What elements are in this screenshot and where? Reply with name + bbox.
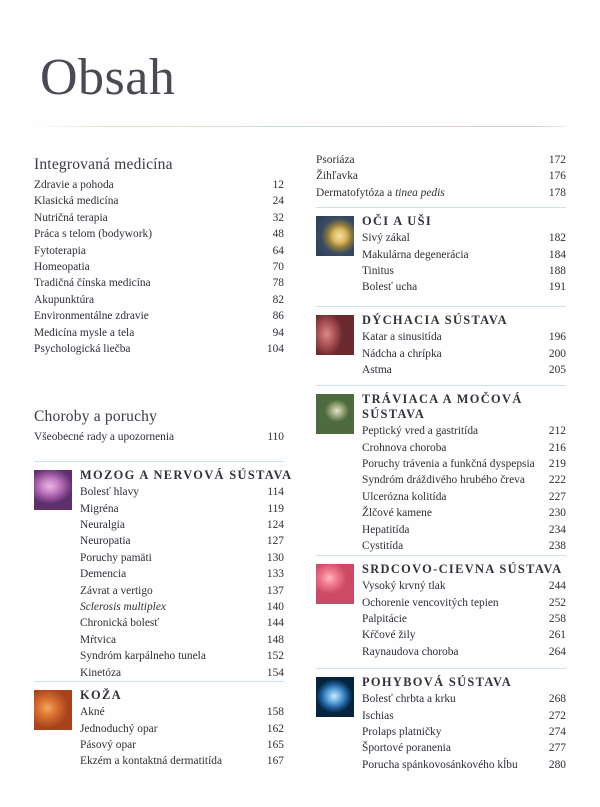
toc-entry-label: Homeopatia [34, 261, 90, 274]
section-body [316, 313, 566, 378]
toc-entry-label: Ochorenie vencovitých tepien [362, 596, 499, 609]
toc-entry-label: Poruchy pamäti [80, 551, 152, 564]
toc-entry[interactable] [34, 177, 284, 193]
toc-entry[interactable] [362, 346, 566, 362]
section-title: MOZOG A NERVOVÁ SÚSTAVA [80, 468, 293, 482]
toc-entry-page-number: 222 [548, 474, 566, 487]
entry-list [362, 329, 566, 378]
section-title: KOŽA [80, 688, 122, 702]
toc-entry-label: Fytoterapia [34, 244, 86, 257]
toc-entry-label: Crohnova choroba [362, 441, 447, 454]
toc-entry-page-number: 219 [548, 458, 566, 471]
toc-entry-label: Demencia [80, 568, 127, 581]
entry-list [362, 578, 566, 660]
toc-entry-label: Neuropatia [80, 535, 131, 548]
toc-entry-page-number: 205 [548, 363, 566, 376]
toc-entry-page-number: 48 [272, 228, 284, 241]
toc-entry-label: Poruchy trávenia a funkčná dyspepsia [362, 458, 535, 471]
eye-thumbnail [316, 216, 354, 256]
toc-entry-label: Bolesť ucha [362, 281, 418, 294]
toc-entry[interactable] [80, 665, 284, 681]
toc-entry-page-number: 24 [272, 195, 284, 208]
toc-entry[interactable] [34, 226, 284, 242]
entry-list [316, 152, 566, 201]
section [316, 668, 566, 773]
toc-entry[interactable] [316, 168, 566, 184]
toc-entry-label: Kinetóza [80, 666, 122, 679]
section-divider-rule [316, 555, 566, 556]
toc-entry[interactable] [80, 721, 284, 737]
toc-entry[interactable] [80, 566, 284, 582]
toc-entry[interactable] [34, 193, 284, 209]
toc-entry[interactable] [34, 341, 284, 357]
toc-entry-page-number: 252 [548, 596, 566, 609]
section [316, 555, 566, 660]
toc-entry[interactable] [362, 489, 566, 505]
section-divider-rule [316, 306, 566, 307]
toc-entry-page-number: 258 [548, 612, 566, 625]
toc-entry-page-number: 212 [548, 425, 566, 438]
toc-entry-page-number: 230 [548, 507, 566, 520]
toc-entry-label: Porucha spánkovosánkového kĺbu [362, 758, 518, 771]
page-title: Obsah [40, 49, 176, 106]
section [34, 681, 284, 770]
toc-entry-page-number: 130 [266, 551, 284, 564]
section [34, 461, 293, 681]
toc-entry-label: Jednoduchý opar [80, 722, 158, 735]
toc-entry-page-number: 184 [548, 248, 566, 261]
toc-entry[interactable] [362, 611, 566, 627]
title-divider-rule [34, 126, 566, 127]
toc-entry[interactable] [362, 505, 566, 521]
toc-entry-page-number: 137 [266, 584, 284, 597]
toc-entry-label: Psychologická liečba [34, 343, 131, 356]
entry-list [80, 704, 284, 770]
toc-entry-page-number: 261 [548, 629, 566, 642]
toc-entry-page-number: 144 [266, 617, 284, 630]
entry-list [34, 429, 284, 445]
toc-entry-page-number: 12 [272, 179, 284, 191]
toc-entry-label: Katar a sinusitída [362, 331, 442, 344]
toc-entry-page-number: 272 [548, 709, 566, 722]
toc-entry-label: Astma [362, 363, 392, 376]
toc-entry-label: Chronická bolesť [80, 617, 160, 630]
toc-entry[interactable] [362, 247, 566, 263]
section-title: SRDCOVO-CIEVNA SÚSTAVA [362, 562, 563, 576]
toc-entry-page-number: 216 [548, 441, 566, 454]
toc-entry[interactable] [80, 648, 284, 664]
toc-entry[interactable] [80, 484, 284, 500]
toc-entry-page-number: 182 [548, 232, 566, 245]
toc-entry-page-number: 124 [266, 518, 284, 531]
heart-thumbnail [316, 564, 354, 604]
toc-entry[interactable] [34, 210, 284, 226]
toc-entry-page-number: 114 [267, 486, 284, 499]
toc-entry-page-number: 140 [266, 600, 284, 613]
toc-entry-label: Vysoký krvný tlak [362, 580, 446, 593]
toc-entry-label: Kŕčové žily [362, 629, 416, 642]
toc-entry-page-number: 277 [548, 742, 566, 755]
toc-entry[interactable] [362, 440, 566, 456]
entry-list [362, 423, 566, 554]
toc-entry[interactable] [80, 615, 284, 631]
toc-entry[interactable] [362, 538, 566, 554]
section-title: OČI A UŠI [362, 214, 432, 228]
toc-entry[interactable] [80, 550, 284, 566]
toc-entry-label: Syndróm dráždivého hrubého čreva [362, 474, 525, 487]
section [316, 385, 566, 555]
toc-entry-page-number: 178 [548, 186, 566, 199]
toc-block-koza [34, 681, 284, 770]
toc-entry[interactable] [80, 533, 284, 549]
toc-entry-label: Pásový opar [80, 738, 136, 751]
toc-entry[interactable] [80, 704, 284, 720]
digestive-thumbnail [316, 394, 354, 434]
section-divider-rule [34, 461, 284, 462]
toc-entry-label: Závrat a vertigo [80, 584, 153, 597]
toc-entry-page-number: 158 [266, 706, 284, 719]
toc-entry-label: Hepatitída [362, 523, 410, 536]
section-body [316, 214, 566, 296]
toc-entry-label: Klasická medicína [34, 195, 119, 208]
section-divider-rule [34, 681, 284, 682]
toc-entry-label: Ischias [362, 709, 394, 722]
toc-entry-page-number: 172 [548, 154, 566, 166]
toc-entry[interactable] [362, 423, 566, 439]
toc-entry[interactable] [80, 632, 284, 648]
toc-entry-page-number: 188 [548, 264, 566, 277]
toc-entry-page-number: 133 [266, 568, 284, 581]
section-title: DÝCHACIA SÚSTAVA [362, 313, 508, 327]
toc-entry[interactable] [316, 152, 566, 168]
toc-entry[interactable] [362, 724, 566, 740]
toc-entry-page-number: 32 [272, 211, 284, 224]
toc-entry-page-number: 152 [266, 650, 284, 663]
toc-block-integrovana-medicina [34, 156, 284, 357]
toc-entry-label: Bolesť hlavy [80, 486, 139, 499]
toc-entry-page-number: 244 [548, 580, 566, 593]
toc-entry-label: Palpitácie [362, 612, 407, 625]
toc-block-dychacia-sustava [316, 306, 566, 378]
toc-entry-label: Bolesť chrbta a krku [362, 693, 456, 706]
toc-entry[interactable] [362, 627, 566, 643]
toc-entry-label: Akné [80, 706, 105, 719]
entry-list [80, 484, 284, 681]
toc-entry[interactable] [34, 292, 284, 308]
skin-thumbnail [34, 690, 72, 730]
toc-entry-label: Tradičná čínska medicína [34, 277, 151, 290]
section [316, 207, 566, 296]
section-divider-rule [316, 207, 566, 208]
toc-block-oci-a-usi [316, 207, 566, 296]
toc-entry-page-number: 78 [272, 277, 284, 290]
section-divider-rule [316, 385, 566, 386]
toc-entry[interactable] [362, 362, 566, 378]
toc-block-mozog-a-nervova-sustava [34, 461, 293, 681]
toc-entry-label: Syndróm karpálneho tunela [80, 650, 206, 663]
section-body [316, 392, 566, 555]
toc-entry-label: Žlčové kamene [362, 507, 432, 520]
toc-entry-label: Migréna [80, 502, 119, 515]
toc-entry-page-number: 154 [266, 666, 284, 679]
toc-entry-page-number: 110 [267, 431, 284, 443]
toc-entry[interactable] [362, 691, 566, 707]
toc-entry-page-number: 264 [548, 645, 566, 658]
entry-list [362, 230, 566, 296]
toc-entry[interactable] [362, 757, 566, 773]
group-title: Choroby a poruchy [34, 408, 158, 425]
toc-entry[interactable] [362, 522, 566, 538]
toc-entry[interactable] [80, 583, 284, 599]
entry-list [34, 177, 284, 357]
toc-entry-label: Tinitus [362, 264, 394, 277]
toc-entry-page-number: 162 [266, 722, 284, 735]
toc-entry-page-number: 167 [266, 755, 284, 768]
toc-entry-label: Ekzém a kontaktná dermatitída [80, 755, 223, 768]
toc-entry-label: Peptický vred a gastritída [362, 425, 479, 438]
toc-entry-label: Cystitída [362, 540, 404, 553]
toc-entry-page-number: 104 [266, 343, 284, 356]
toc-entry-label: Akupunktúra [34, 293, 95, 306]
toc-entry-page-number: 196 [548, 331, 566, 344]
toc-entry-page-number: 82 [272, 293, 284, 306]
bone-xray-thumbnail [316, 677, 354, 717]
toc-entry[interactable] [362, 456, 566, 472]
toc-entry[interactable] [362, 263, 566, 279]
toc-entry-label: Prolaps platničky [362, 725, 442, 738]
toc-entry[interactable] [362, 740, 566, 756]
toc-entry-page-number: 127 [266, 535, 284, 548]
toc-entry-label: Environmentálne zdravie [34, 310, 149, 323]
toc-entry[interactable] [316, 185, 566, 201]
toc-entry-label: Mŕtvica [80, 633, 117, 646]
toc-entry[interactable] [362, 230, 566, 246]
toc-entry[interactable] [80, 501, 284, 517]
toc-entry-label: Žihľavka [316, 170, 358, 183]
toc-entry-label: Práca s telom (bodywork) [34, 228, 152, 241]
toc-entry[interactable] [362, 644, 566, 660]
toc-entry[interactable] [362, 472, 566, 488]
toc-entry[interactable] [34, 243, 284, 259]
toc-entry-label: Ulcerózna kolitída [362, 490, 447, 503]
section-body [316, 675, 566, 773]
toc-entry-page-number: 176 [548, 170, 566, 183]
toc-entry-label: Psoriáza [316, 154, 355, 166]
toc-entry[interactable] [34, 259, 284, 275]
toc-entry-label: Nádcha a chrípka [362, 347, 442, 360]
toc-block-srdcovo-cievna-sustava [316, 555, 566, 660]
toc-entry-label: Medicína mysle a tela [34, 326, 135, 339]
section-body [316, 562, 566, 660]
toc-entry-page-number: 234 [548, 523, 566, 536]
toc-entry-page-number: 70 [272, 261, 284, 274]
toc-entry[interactable] [80, 753, 284, 769]
toc-entry-label: Všeobecné rady a upozornenia [34, 431, 175, 443]
lungs-thumbnail [316, 315, 354, 355]
toc-entry-page-number: 86 [272, 310, 284, 323]
toc-entry[interactable] [34, 308, 284, 324]
toc-entry-page-number: 191 [548, 281, 566, 294]
toc-entry-page-number: 227 [548, 490, 566, 503]
brain-thumbnail [34, 470, 72, 510]
section [316, 306, 566, 378]
toc-block-koza-continued [316, 152, 566, 201]
toc-entry-page-number: 64 [272, 244, 284, 257]
toc-entry-label: Zdravie a pohoda [34, 179, 114, 191]
toc-entry[interactable] [34, 429, 284, 445]
toc-entry-page-number: 94 [272, 326, 284, 339]
toc-entry-label: Sivý zákal [362, 232, 410, 245]
toc-entry-label: Dermatofytóza a tinea pedis [316, 186, 445, 199]
toc-entry-label: Makulárna degenerácia [362, 248, 469, 261]
toc-entry[interactable] [362, 578, 566, 594]
toc-entry[interactable] [34, 275, 284, 291]
toc-entry-page-number: 280 [548, 758, 566, 771]
toc-entry-label: Raynaudova choroba [362, 645, 459, 658]
toc-entry[interactable] [80, 599, 284, 615]
toc-entry[interactable] [80, 737, 284, 753]
toc-entry[interactable] [362, 708, 566, 724]
toc-entry[interactable] [34, 325, 284, 341]
section-title: POHYBOVÁ SÚSTAVA [362, 675, 513, 689]
toc-entry-label: Sclerosis multiplex [80, 600, 166, 613]
toc-entry-page-number: 165 [266, 738, 284, 751]
toc-entry-label: Neuralgia [80, 518, 125, 531]
toc-entry-label-italic: tinea pedis [395, 186, 445, 199]
toc-entry[interactable] [362, 595, 566, 611]
toc-entry-page-number: 119 [267, 502, 284, 515]
toc-entry[interactable] [362, 329, 566, 345]
entry-list [362, 691, 566, 773]
toc-entry[interactable] [362, 279, 566, 295]
section-divider-rule [316, 668, 566, 669]
toc-block-choroby-a-poruchy [34, 408, 284, 445]
toc-block-traviaca-a-mocova-sustava [316, 385, 566, 555]
section-body [34, 468, 293, 681]
section-title: TRÁVIACA A MOČOVÁ SÚSTAVA [362, 392, 523, 422]
toc-block-pohybova-sustava [316, 668, 566, 773]
toc-entry-page-number: 238 [548, 540, 566, 553]
toc-entry-page-number: 268 [548, 693, 566, 706]
section-body [34, 688, 284, 770]
toc-entry-label: Športové poranenia [362, 742, 451, 755]
toc-entry-page-number: 148 [266, 633, 284, 646]
toc-entry[interactable] [80, 517, 284, 533]
toc-entry-page-number: 200 [548, 347, 566, 360]
toc-entry-page-number: 274 [548, 725, 566, 738]
toc-entry-label: Nutričná terapia [34, 211, 108, 224]
group-title: Integrovaná medicína [34, 156, 173, 173]
